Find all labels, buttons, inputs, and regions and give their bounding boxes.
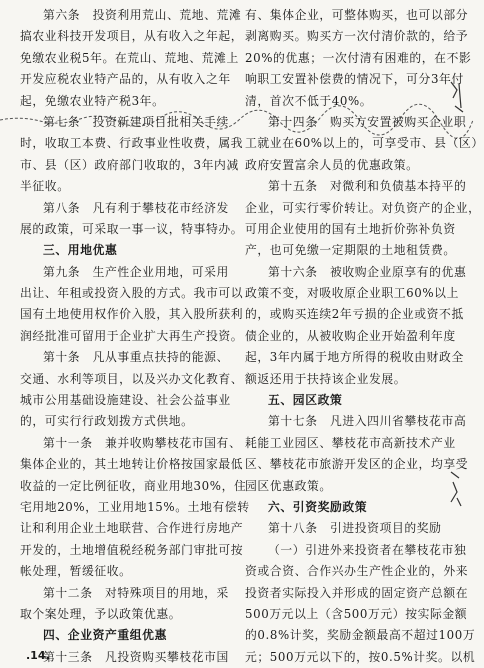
- text-line: 半征收。: [20, 179, 70, 194]
- text-line: 政策不变，对吸收原企业职工60%以上: [245, 286, 459, 301]
- text-line: 债企业的，从被收购企业开始盈利年度: [245, 328, 456, 343]
- text-line: 取个案处理，予以政策优惠。: [20, 606, 182, 621]
- text-line: 展的政策，可采取一事一议，特事特办。: [20, 221, 244, 236]
- text-line: 额返还用于扶持该企业发展。: [245, 371, 407, 386]
- text-line: 企业，可实行零价转让。对负资产的企业，: [245, 200, 481, 215]
- text-line: 三、用地优惠: [43, 243, 118, 258]
- text-line: 时，收取工本费、行政事业性收费，属我: [20, 136, 244, 151]
- text-line: 产，也可免缴一定期限的土地租赁费。: [245, 243, 456, 258]
- text-line: 第十一条 兼并收购攀枝花市国有、: [43, 435, 242, 450]
- text-line: 可用企业使用的国有土地折价弥补负资: [245, 221, 456, 236]
- text-line: 五、园区政策: [268, 393, 343, 408]
- text-line: 的，可实行行政划拨方式供地。: [20, 414, 194, 429]
- text-line: 收益的一定比例征收，商业用地30%，住: [20, 478, 247, 493]
- text-line: 起，3年内属于地方所得的税收由财政全: [245, 350, 464, 365]
- text-line: 耗能工业园区、攀枝花市高新技术产业: [245, 435, 456, 450]
- text-line: 第十六条 被收购企业原享有的优惠: [268, 264, 467, 279]
- text-line: 工就业在60%以上的，可享受市、县（区）: [245, 136, 484, 151]
- text-line: 第六条 投资利用荒山、荒地、荒滩: [43, 8, 242, 22]
- text-line: 让和利用企业土地联营、合作进行房地产: [20, 521, 244, 536]
- text-line: 区、攀枝花市旅游开发区的企业，均享受: [245, 457, 469, 472]
- text-line: 国有土地使用权作价入股，其入股所获利: [20, 307, 244, 322]
- text-line: 市、县（区）政府部门收取的，3年内减: [20, 157, 239, 172]
- text-line: 第十条 凡从事重点扶持的能源、: [43, 350, 229, 365]
- text-line: 第七条 投资新建项目批相关手续: [43, 114, 229, 129]
- text-line: 搞农业科技开发项目，从有收入之年起，: [20, 29, 244, 44]
- text-line: 开发应税农业特产品的，从有收入之年: [20, 72, 231, 87]
- text-line: 第十四条 购买方安置被购买企业职: [268, 114, 467, 129]
- page-number: .14.: [26, 649, 50, 662]
- text-line: 起，免缴农业特产税3年。: [20, 93, 165, 108]
- text-line: 四、企业资产重组优惠: [43, 628, 167, 643]
- text-line: 第八条 凡有利于攀枝花市经济发: [43, 200, 229, 215]
- text-line: （一）引进外来投资者在攀枝花市独: [268, 542, 467, 557]
- text-line: 六、引资奖励政策: [268, 499, 368, 514]
- text-line: 第十二条 对特殊项目的用地，采: [43, 585, 229, 600]
- text-line: 响职工安置补偿费的情况下，可分3年付: [245, 72, 464, 87]
- text-line: 元；500万元以下的，按0.5%计奖。以机: [245, 649, 476, 664]
- text-line: 免缴农业税5年。在荒山、荒地、荒滩上: [20, 50, 239, 65]
- text-line: 第十八条 引进投资项目的奖励: [268, 521, 442, 536]
- text-line: 清，首次不低于40%。: [245, 93, 373, 108]
- text-line: 的，或购买连续2年亏损的企业或资不抵: [245, 307, 464, 322]
- text-line: 政府安置富余人员的优惠政策。: [245, 157, 419, 172]
- left-text-column: [20, 5, 250, 668]
- text-line: 集体企业的，其土地转让价格按国家最低: [20, 457, 244, 472]
- text-line: 第十七条 凡进入四川省攀枝花市高: [268, 414, 467, 429]
- text-line: 第十五条 对微利和负债基本持平的: [268, 179, 467, 194]
- text-line: 出让、年租或投资入股的方式。我市可以: [20, 286, 244, 301]
- text-line: 剥离购买。购买方一次付清价款的，给予: [245, 29, 469, 44]
- text-line: 有、集体企业，可整体购买，也可以部分: [245, 8, 469, 22]
- text-line: 的0.8%计奖，奖励金额最高不超过100万: [245, 628, 476, 643]
- right-text-column: [245, 5, 484, 668]
- text-line: 20%的优惠；一次付清有困难的，在不影: [245, 50, 472, 65]
- text-line: 交通、水利等项目，以及兴办文化教育、: [20, 371, 244, 386]
- text-line: 润经批准可留用于企业扩大再生产投资。: [20, 328, 244, 343]
- text-line: 宅用地20%，工业用地15%。土地有偿转: [20, 499, 250, 514]
- text-line: 资或合资、合作兴办生产性企业的，外来: [245, 564, 469, 579]
- text-line: 第十三条 凡投资购买攀枝花市国: [43, 649, 229, 664]
- text-line: 投资者实际投入并形成的固定资产总额在: [245, 585, 469, 600]
- text-line: 帐处理，暂缓征收。: [20, 564, 132, 579]
- text-line: 开发的，土地增值税经税务部门审批可按: [20, 542, 244, 557]
- text-line: 园区优惠政策。: [245, 478, 332, 493]
- text-line: 城市公用基础设施建设、社会公益事业: [20, 393, 231, 408]
- text-line: 第九条 生产性企业用地，可采用: [43, 264, 229, 279]
- text-line: 500万元以上（含500万元）按实际金额: [245, 606, 468, 621]
